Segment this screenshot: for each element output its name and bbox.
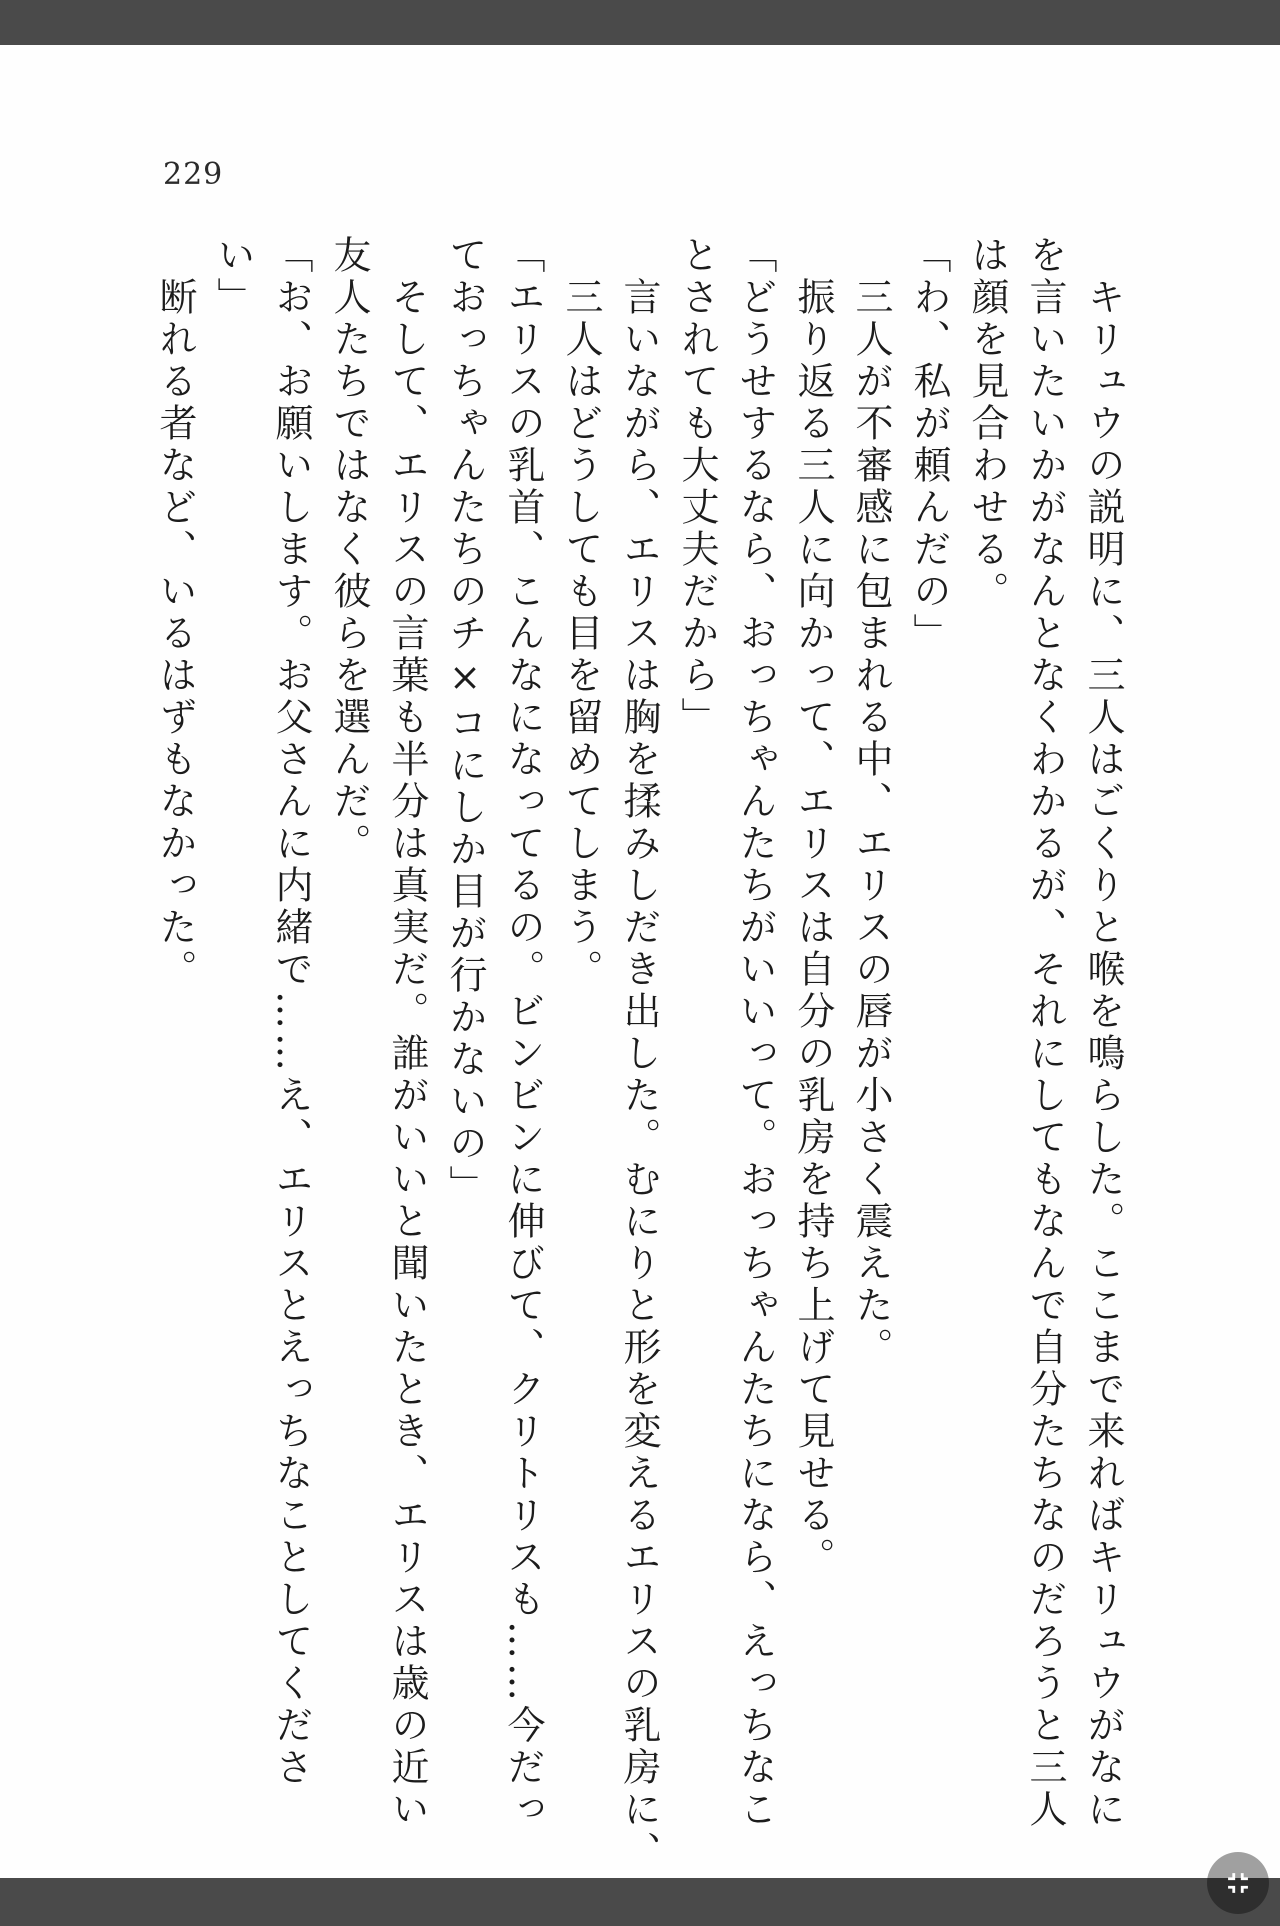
text-line: は顔を見合わせる。 [965, 235, 1009, 613]
text-line: 振り返る三人に向かって、エリスは自分の乳房を持ち上げて見せる。 [791, 235, 835, 1579]
text-line: そして、エリスの言葉も半分は真実だ。誰がいいと聞いたとき、エリスは歳の近い [385, 235, 429, 1831]
bottom-bar [0, 1878, 1280, 1926]
text-line: 「お、お願いします。お父さんに内緒で……え、エリスとえっちなことしてくださ [269, 235, 313, 1789]
top-bar [0, 0, 1280, 45]
text-line: 三人が不審感に包まれる中、エリスの唇が小さく震えた。 [849, 235, 893, 1369]
text-line: 「わ、私が頼んだの」 [907, 235, 951, 655]
text-line: キリュウの説明に、三人はごくりと喉を鳴らした。ここまで来ればキリュウがなに [1081, 235, 1125, 1831]
text-line: を言いたいかがなんとなくわかるが、それにしてもなんで自分たちなのだろうと三人 [1023, 235, 1067, 1831]
fullscreen-exit-icon [1221, 1866, 1255, 1900]
text-line: 三人はどうしても目を留めてしまう。 [559, 235, 603, 991]
text-line: 言いながら、エリスは胸を揉みしだき出した。むにりと形を変えるエリスの乳房に、 [617, 235, 661, 1873]
text-line: 「どうせするなら、おっちゃんたちがいいって。おっちゃんたちになら、えっちなこ [733, 235, 777, 1831]
page-number: 229 [163, 157, 224, 192]
text-line: 断れる者など、いるはずもなかった。 [153, 235, 197, 991]
text-line: ておっちゃんたちのチ×コにしか目が行かないの」 [443, 235, 487, 1207]
fullscreen-exit-button[interactable] [1207, 1852, 1269, 1914]
page-text [146, 235, 1132, 1926]
book-page [0, 45, 1280, 1878]
text-line: とされても大丈夫だから」 [675, 235, 719, 739]
text-line: い」 [211, 235, 255, 319]
text-line: 友人たちではなく彼らを選んだ。 [327, 235, 371, 865]
text-line: 「エリスの乳首、こんなになってるの。ビンビンに伸びて、クリトリスも……今だっ [501, 235, 545, 1831]
